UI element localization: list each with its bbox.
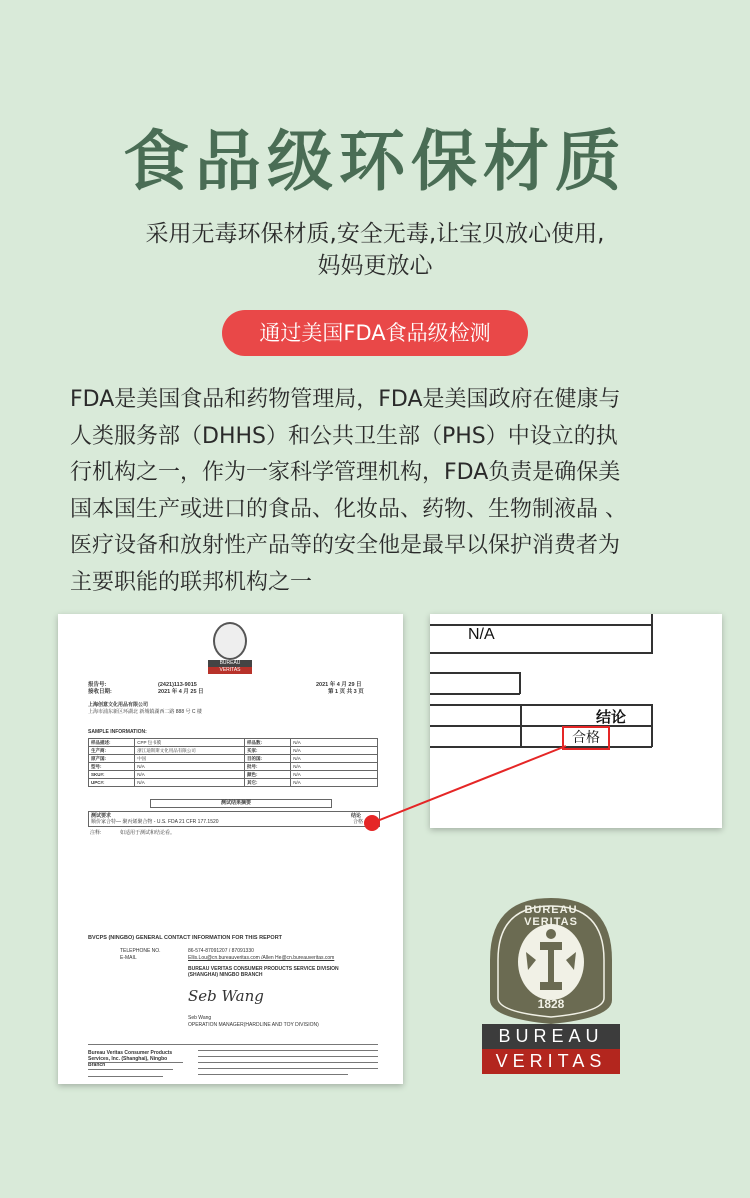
logo-arc-text: BUREAU VERITAS xyxy=(524,904,578,928)
fda-description xyxy=(70,382,690,601)
table-cell: N/A xyxy=(135,771,245,779)
footer-company: Bureau Veritas Consumer Products Services, Inc. (Shanghai), Ningbo Branch xyxy=(88,1050,173,1068)
client-name: 上海创意文化用品有限公司 xyxy=(88,702,149,708)
table-cell: 样品描述: xyxy=(89,739,135,747)
description-line: 国本国生产或进口的食品、化妆品、药物、生物制液晶 、 xyxy=(70,496,627,522)
result-box xyxy=(88,811,380,827)
table-cell: CPP 包书膜 xyxy=(135,739,245,747)
report-logo-top: BUREAU xyxy=(208,660,252,667)
table-cell: 浙江迪斯斯文化用品有限公司 xyxy=(135,747,245,755)
table-cell: 中国 xyxy=(135,755,245,763)
logo-year: 1828 xyxy=(537,997,565,1011)
email: Ellis.Lou@cn.bureauveritas.com /Allen He@cn.bureauveritas.com xyxy=(188,955,335,961)
signer-name: Seb Wang xyxy=(188,1015,212,1021)
zoom-rule xyxy=(430,624,652,626)
test-item: 顺价家合特— 聚丙烯聚合物 - U.S. FDA 21 CFR 177.1520 xyxy=(91,819,219,825)
test-report-document xyxy=(58,614,403,1084)
telephone: 86-574-87091207 / 87091330 xyxy=(188,948,254,954)
footer-legal-line xyxy=(198,1056,378,1057)
zoom-rule xyxy=(520,704,522,747)
test-item-label: 测试要求 xyxy=(91,813,112,819)
table-row xyxy=(89,747,378,755)
table-cell: 目的国: xyxy=(245,755,291,763)
table-cell: 批号: xyxy=(245,763,291,771)
table-cell: N/A xyxy=(291,739,378,747)
table-cell: 生产商: xyxy=(89,747,135,755)
report-no-label: 报告号: xyxy=(88,682,107,688)
zoom-pass-highlight: 合格 xyxy=(562,726,610,750)
signer-title: OPERATION MANAGER(HARDLINE AND TOY DIVISION) xyxy=(188,1022,319,1028)
description-line: 医疗设备和放射性产品等的安全他是最早以保护消费者为 xyxy=(70,533,621,558)
table-cell: UPC#: xyxy=(89,779,135,787)
table-cell: N/A xyxy=(135,763,245,771)
footer-address-line xyxy=(88,1062,183,1063)
table-cell: 样品数: xyxy=(245,739,291,747)
table-row xyxy=(89,771,378,779)
table-cell: N/A xyxy=(291,747,378,755)
telephone-label: TELEPHONE NO. xyxy=(120,948,161,954)
table-row xyxy=(89,755,378,763)
table-cell: 其它: xyxy=(245,779,291,787)
zoom-rule xyxy=(430,746,652,748)
table-cell: SKU#: xyxy=(89,771,135,779)
sample-info-label: SAMPLE INFORMATION: xyxy=(88,729,147,735)
conclusion-zoom xyxy=(430,614,722,828)
table-cell: N/A xyxy=(291,763,378,771)
zoom-rule xyxy=(651,614,653,654)
footer-legal-line xyxy=(198,1074,348,1075)
footer-address-line xyxy=(88,1076,163,1077)
signature: Seb Wang xyxy=(188,987,264,1005)
zoom-rule xyxy=(430,672,520,674)
received-date: 2021 年 4 月 25 日 xyxy=(158,689,204,695)
subtitle xyxy=(0,218,750,282)
client-address: 上海市浦东新区环湖北 新城镇湖西二路 888 号 C 楼 xyxy=(88,709,202,715)
footer-legal-line xyxy=(198,1050,378,1051)
table-cell: 原产国: xyxy=(89,755,135,763)
footer-address-line xyxy=(88,1069,173,1070)
report-logo-bottom: VERITAS xyxy=(208,667,252,674)
report-logo-seal-icon xyxy=(213,622,247,660)
footer-legal-line xyxy=(198,1062,378,1063)
description-line: FDA是美国食品和药物管理局，FDA是美国政府在健康与 xyxy=(70,387,621,412)
table-cell: 颜色: xyxy=(245,771,291,779)
table-row xyxy=(89,739,378,747)
contact-title: BVCPS (NINGBO) GENERAL CONTACT INFORMATION FOR THIS REPORT xyxy=(88,935,283,941)
table-cell: 买家: xyxy=(245,747,291,755)
email-label: E-MAIL xyxy=(120,955,137,961)
zoom-column-label: 结论 xyxy=(595,708,626,726)
zoom-rule xyxy=(519,672,521,694)
fda-badge: 通过美国FDA食品级检测 xyxy=(222,310,528,356)
division: BUREAU VERITAS CONSUMER PRODUCTS SERVICE DIVISION (SHANGHAI) NINGBO BRANCH xyxy=(188,966,339,978)
footer-legal-line xyxy=(198,1068,378,1069)
report-no: (2421)113-9015 xyxy=(158,682,197,688)
subtitle-line-1: 采用无毒环保材质,安全无毒,让宝贝放心使用, xyxy=(145,221,605,247)
report-date: 2021 年 4 月 29 日 xyxy=(316,682,362,688)
table-cell: N/A xyxy=(135,779,245,787)
logo-band-top: BUREAU xyxy=(482,1024,620,1049)
table-row xyxy=(89,779,378,787)
zoom-rule xyxy=(430,693,520,695)
headline: 食品级环保材质 xyxy=(123,123,627,200)
table-cell: N/A xyxy=(291,779,378,787)
report-conclusion: 合格 xyxy=(353,819,364,825)
zoom-rule xyxy=(430,652,652,654)
summary-label: 测试结果摘要 xyxy=(221,800,252,806)
description-line: 行机构之一，作为一家科学管理机构，FDA负责是确保美 xyxy=(70,460,621,485)
table-cell: N/A xyxy=(291,755,378,763)
table-row xyxy=(89,763,378,771)
sample-info-table xyxy=(88,738,378,787)
zoom-na: N/A xyxy=(468,626,495,643)
subtitle-line-2: 妈妈更放心 xyxy=(317,253,433,279)
description-line: 主要职能的联邦机构之一 xyxy=(70,569,313,595)
table-cell: N/A xyxy=(291,771,378,779)
note-label: 注释: xyxy=(90,830,102,836)
footer-divider xyxy=(88,1044,378,1045)
page-count: 第 1 页 共 3 页 xyxy=(328,689,364,695)
received-label: 接收日期: xyxy=(88,689,112,695)
logo-band-bottom: VERITAS xyxy=(482,1049,620,1074)
table-cell: 型号: xyxy=(89,763,135,771)
description-line: 人类服务部（DHHS）和公共卫生部（PHS）中设立的执 xyxy=(70,423,618,449)
summary-box xyxy=(150,799,332,808)
report-conclusion-label: 结论 xyxy=(351,813,362,819)
note-text: 如适用于测试和结论看。 xyxy=(120,830,176,836)
